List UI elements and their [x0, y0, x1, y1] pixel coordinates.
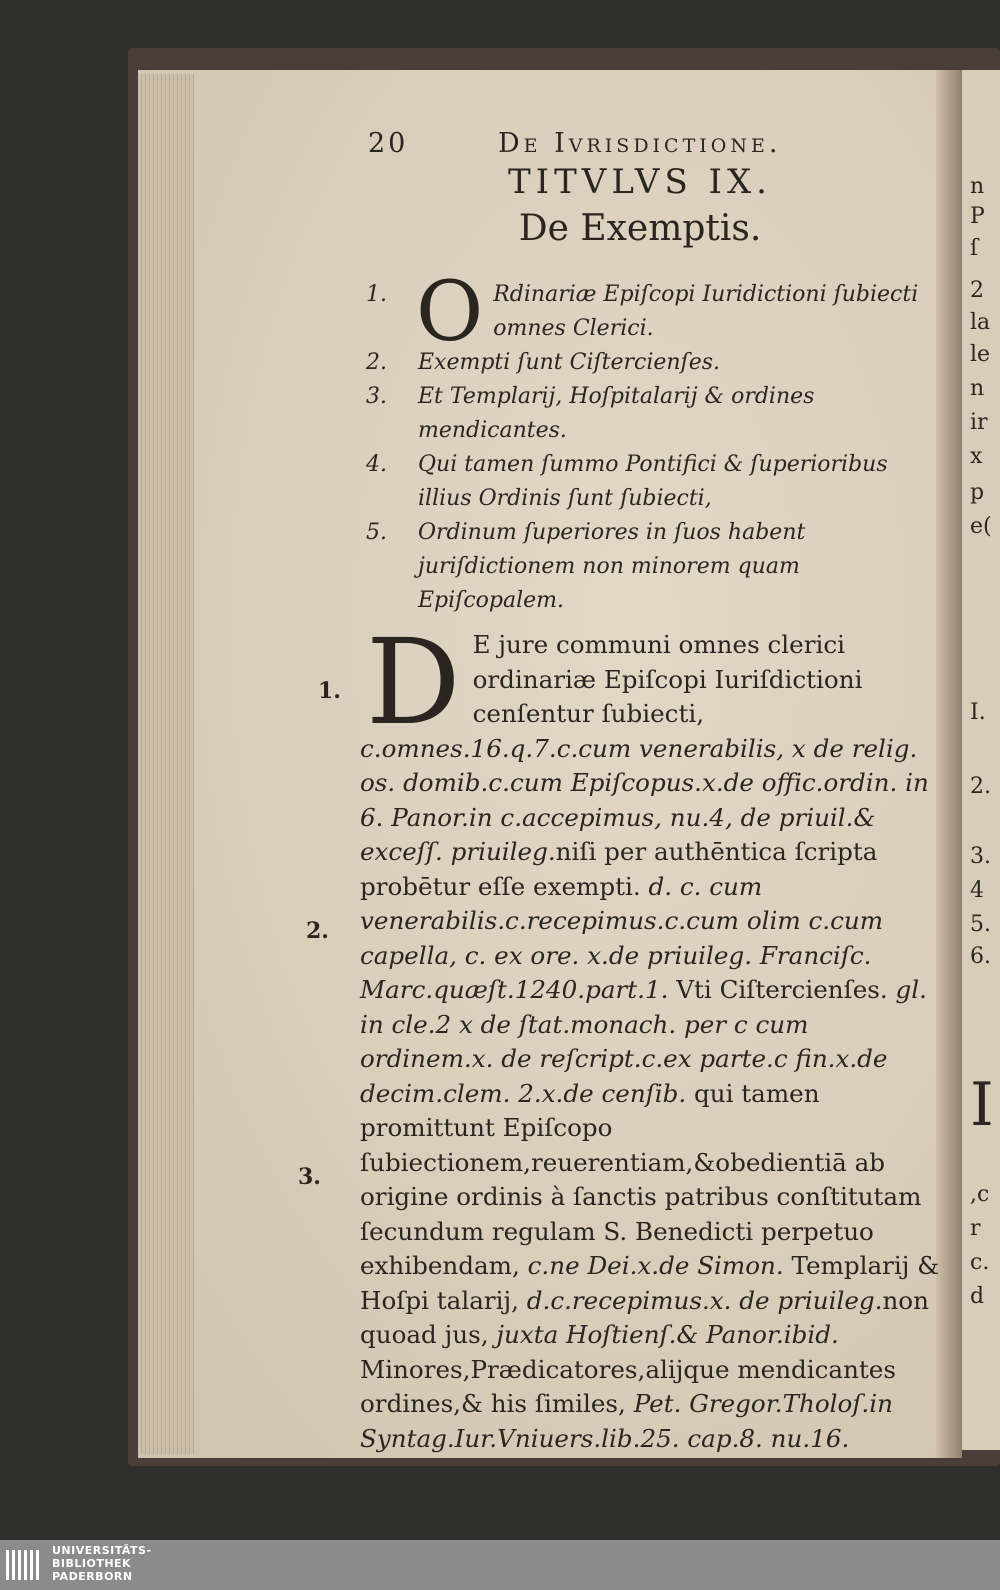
facing-fragment: I	[970, 1070, 994, 1140]
body-paragraph	[360, 613, 940, 1456]
summary-text: Et Templarij, Hoſpitalarij & ordines mendicantes.	[418, 384, 815, 443]
facing-fragment: le	[970, 342, 991, 367]
citation: d. c. cum venerabilis.c.recepimus.c.cum olim c.cum capella, c. ex ore. x.de priuileg. Franciſc. Marc.quæſt.1240.part.1.	[360, 871, 884, 1004]
summary-text: Ordinum ſuperiores in ſuos habent juriſdictionem non minorem quam Epiſcopalem.	[418, 520, 806, 613]
chapter-subtitle: De Exemptis.	[518, 208, 762, 249]
facing-fragment: r	[970, 1216, 981, 1241]
margin-number: 1.	[318, 678, 341, 704]
facing-fragment: P	[970, 204, 985, 229]
facing-fragment: ſ	[970, 236, 979, 261]
facing-fragment: 4	[970, 878, 984, 903]
library-logo-icon	[4, 1544, 46, 1586]
page-edges	[138, 74, 194, 1454]
summary-list	[360, 265, 936, 618]
citation: c.ne Dei.x.de Simon.	[527, 1251, 784, 1280]
page-number: 20	[368, 128, 409, 159]
body-text: Templarij & Hoſpi talarij,	[360, 1251, 940, 1315]
summary-item	[360, 448, 936, 516]
facing-fragment: 2.	[970, 774, 991, 799]
facing-fragment: 5.	[970, 912, 991, 937]
body-text: non quoad jus,	[360, 1285, 929, 1349]
facing-fragment: la	[970, 310, 991, 335]
summary-item	[360, 265, 936, 360]
summary-item	[360, 380, 936, 448]
facing-fragment: p	[970, 480, 985, 505]
drop-cap: O	[416, 265, 484, 360]
facing-fragment: 2	[970, 278, 984, 303]
body-text: Vti Ciſtercienſes.	[676, 975, 888, 1004]
facing-fragment: n	[970, 174, 985, 199]
library-name-line: PADERBORN	[52, 1570, 133, 1583]
citation: Pet. Gregor.Tholoſ.in Syntag.Iur.Vniuers.lib.25. cap.8. nu.16.	[360, 1389, 893, 1453]
citation: d.c.recepimus.x. de priuileg.	[526, 1285, 883, 1315]
library-name-line: BIBLIOTHEK	[52, 1557, 132, 1570]
facing-fragment: 6.	[970, 944, 991, 969]
body-text: niſi per authēntica ſcripta probētur eſſe exempti.	[360, 837, 878, 901]
summary-number: 3.	[366, 384, 387, 409]
facing-fragment: ir	[970, 410, 988, 435]
library-name-line: UNIVERSITÄTS-	[52, 1544, 152, 1557]
library-footer-bar	[0, 1540, 1000, 1590]
margin-number: 2.	[306, 918, 329, 944]
summary-item	[360, 346, 936, 380]
facing-fragment: ,c	[970, 1182, 990, 1207]
facing-page	[962, 70, 1000, 1450]
facing-fragment: d	[970, 1284, 985, 1309]
body-text: Minores,Prædicatores,alijque mendicantes ordines,& his ſimiles,	[360, 1354, 896, 1418]
running-head-title: De Ivrisdictione.	[498, 128, 782, 159]
drop-cap: D	[366, 613, 461, 751]
summary-item	[360, 516, 936, 618]
summary-text: Rdinariæ Epiſcopi Iuridictioni ſubiecti omnes Clerici.	[493, 282, 919, 341]
facing-fragment: e(	[970, 514, 992, 539]
citation: juxta Hoſtienſ.& Panor.ibid.	[496, 1320, 839, 1349]
summary-number: 1.	[366, 282, 387, 307]
summary-number: 2.	[366, 350, 387, 375]
facing-fragment: I.	[970, 700, 986, 725]
citation: gl. in cle.2 x de ſtat.monach. per c cum ordinem.x. de reſcript.c.ex parte.c fin.x.de decim.clem. 2.x.de cenſib.	[360, 975, 927, 1108]
facing-fragment: n	[970, 376, 985, 401]
facing-fragment: 3.	[970, 844, 991, 869]
facing-fragment: x	[970, 444, 983, 469]
summary-number: 4.	[366, 452, 387, 477]
citation: c.omnes.16.q.7.c.cum venerabilis, x de relig. os. domib.c.cum Epiſcopus.x.de offic.ordin. in 6. Panor.in c.accepimus, nu.4, de priuil.& exceſſ. priuileg.	[360, 733, 929, 866]
summary-text: Exempti ſunt Ciſtercienſes.	[418, 350, 720, 375]
body-text: E jure communi omnes clerici ordinariæ Epiſcopi Iuriſdictioni cenſentur ſubiecti,	[472, 630, 863, 728]
chapter-title: TITVLVS IX.	[508, 162, 772, 202]
summary-text: Qui tamen ſummo Pontifici & ſuperioribus illius Ordinis ſunt ſubiecti,	[418, 452, 888, 511]
facing-fragment: c.	[970, 1250, 990, 1275]
summary-number: 5.	[366, 520, 387, 545]
library-name	[52, 1544, 152, 1583]
body-text: qui tamen promittunt Epiſcopo ſubiectionem,reuerentiam,&obedientiā ab origine ordinis à ſanctis patribus conſtitutam ſecundum regulam S. Benedicti perpetuo exhibendam,	[360, 1078, 922, 1280]
margin-number: 3.	[298, 1164, 321, 1190]
